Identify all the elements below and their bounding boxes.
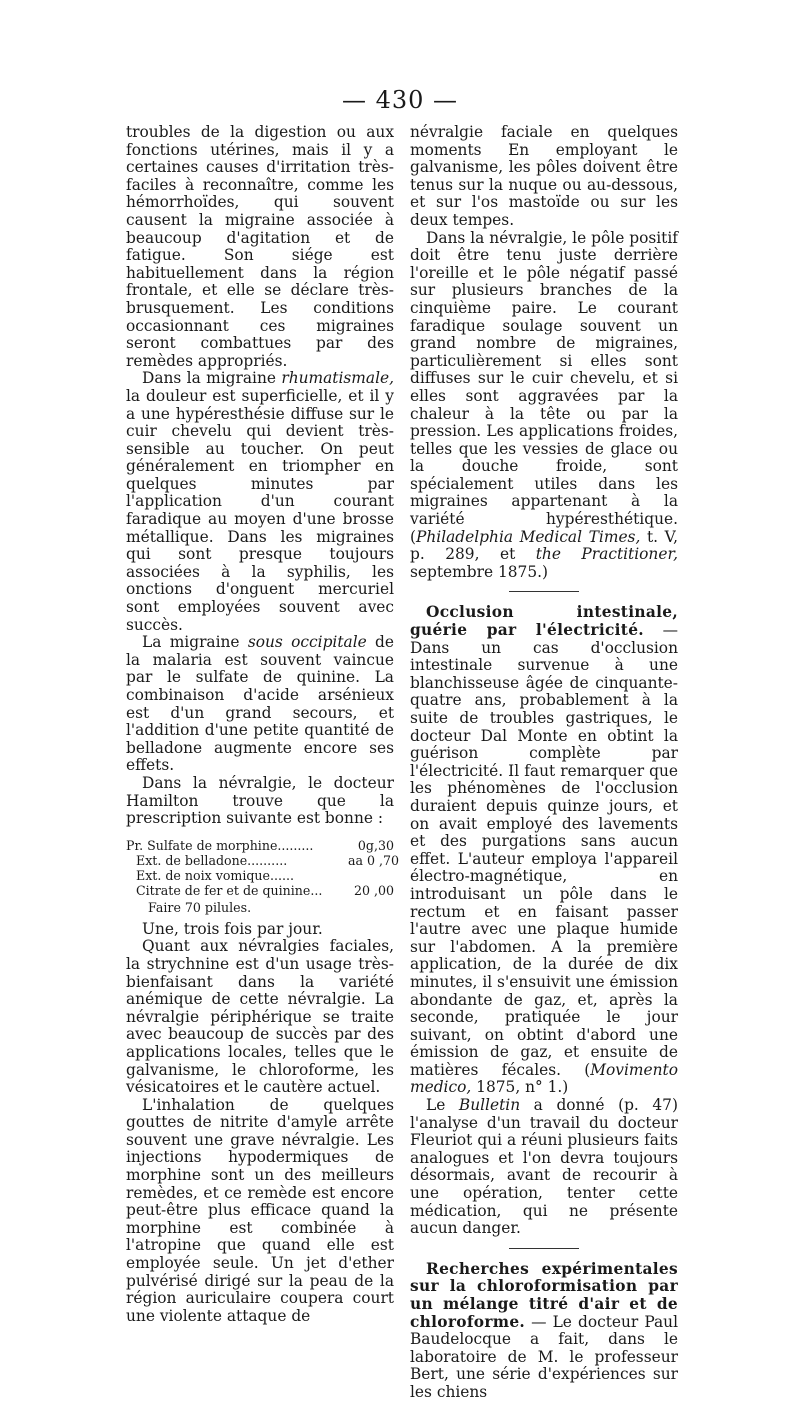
text-run: — Le docteur Paul Baudelocque a fait, dans le laboratoire de M. le professeur Bert, une série d'expériences sur les chiens	[410, 1312, 678, 1401]
italic-source: the Practitioner,	[535, 545, 678, 564]
paragraph: troubles de la digestion ou aux fonctions utérines, mais il y a certaines causes d'irritation très-faciles à reconnaître, comme les hémorrhoïdes, qui souvent causent la migraine associée à beaucoup d'agitation et de fatigue. Son siége est habituellement dans la région frontale, et elle se déclare très-brusquement. Les conditions occasionnant ces migraines seront combattues par des remèdes appropriés.	[126, 123, 394, 370]
text-run: t. V, p. 289, et	[410, 527, 678, 564]
formula-ingredient: Pr. Sulfate de morphine.........	[126, 837, 314, 853]
formula-dose: 0g,30	[357, 837, 394, 853]
formula-row	[126, 852, 400, 868]
text-run: de la malaria est souvent vaincue par le sulfate de quinine. La combinaison d'acide arsénieux est d'un grand secours, et l'addition d'une petite quantité de belladone augmente encore ses effets.	[126, 633, 394, 775]
paragraph	[126, 634, 394, 775]
text-run: 1875, n° 1.)	[471, 1078, 569, 1097]
text-run: la douleur est superficielle, et il y a une hypéresthésie diffuse sur le cuir chevelu qui devient très-sensible au toucher. On peut généralement en triompher en quelques minutes par l'application d'un courant faradique au moyen d'une brosse métallique. Dans les migraines qui sont presque toujours associées à la syphilis, les onctions d'onguent mercuriel sont employées souvent avec succès.	[126, 386, 394, 634]
text-run: — Dans un cas d'occlusion intestinale survenue à une blanchisseuse âgée de cinquante-quatre ans, probablement à la suite de troubles gastriques, le docteur Dal Monte en obtint la guérison complète par l'électricité. Il faut remarquer que les phénomènes de l'occlusion duraient depuis quinze jours, et on avait employé des lavements et des purgations sans aucun effet. L'auteur employa l'appareil électro-magnétique, en introduisant un pôle dans le rectum et en faisant passer l'autre avec une plaque humide sur l'abdomen. A la première application, de la durée de dix minutes, il s'ensuivit une émission abondante de gaz, et, après la seconde, pratiquée le jour suivant, on obtint d'abord une émission de gaz, et ensuite de matières fécales. (	[410, 621, 678, 1079]
page-number: — 430 —	[341, 86, 459, 114]
formula-dose: aa 0 ,70	[348, 852, 400, 868]
formula-dose: 20 ,00	[353, 882, 394, 898]
paragraph	[410, 1097, 678, 1238]
left-column	[126, 123, 400, 1325]
prescription-formula	[126, 837, 400, 915]
article-chloroform	[410, 1261, 678, 1402]
text-run: Dans la névralgie, le pôle positif doit être tenu juste derrière l'oreille et le pôle négatif passé sur plusieurs branches de la cinquième paire. Le courant faradique soulage souvent un grand nombre de migraines, particulièrement si elles sont diffuses sur le cuir chevelu, et si elles sont aggravées par la chaleur à la tête ou par la pression. Les applications froides, telles que les vessies de glace ou la douche froide, sont spécialement utiles dans les migraines appartenant à la variété hypéresthétique. (	[410, 228, 678, 546]
paragraph: Dans la névralgie, le docteur Hamilton trouve que la prescription suivante est bonne :	[126, 773, 394, 828]
text-run: a donné (p. 47) l'analyse d'un travail du docteur Fleuriot qui a réuni plusieurs faits analogues et l'on devra toujours désormais, avant de recourir à une opération, tenter cette médication, qui ne présente aucun danger.	[410, 1096, 678, 1238]
paragraph: Quant aux névralgies faciales, la strychnine est d'un usage très-bienfaisant dans la variété anémique de cette névralgie. La névralgie périphérique se traite avec beaucoup de succès par des applications locales, telles que le galvanisme, le chloroforme, les vésicatoires et le cautère actuel.	[126, 937, 394, 1097]
paragraph: L'inhalation de quelques gouttes de nitrite d'amyle arrête souvent une grave névralgie. Les injections hypodermiques de morphine sont un des meilleurs remèdes, et ce remède est encore peut-être plus efficace quand la morphine est combinée à l'atropine que quand elle est employée seule. Un jet d'ether pulvérisé dirigé sur la peau de la région auriculaire coupera court une violente attaque de	[126, 1095, 394, 1325]
paragraph: Une, trois fois par jour.	[142, 919, 323, 938]
italic-source: Bulletin	[458, 1096, 521, 1115]
article-occlusion	[410, 604, 678, 1097]
text-run: Dans la migraine	[142, 369, 282, 388]
formula-row	[126, 883, 394, 898]
text-run: septembre 1875.)	[410, 562, 549, 581]
formula-ingredient: Ext. de belladone..........	[136, 852, 288, 868]
formula-ingredient: Ext. de noix vomique......	[136, 867, 295, 883]
text-run: La migraine	[142, 633, 248, 652]
article-heading: Recherches expérimentales sur la chloroformisation par un mélange titré d'air et de chloroforme.	[410, 1259, 678, 1331]
italic-source: Philadelphia Medical Times,	[416, 527, 641, 546]
article-heading: Occlusion intestinale, guérie par l'électricité.	[410, 603, 678, 640]
formula-ingredient: Citrate de fer et de quinine...	[136, 882, 323, 898]
formula-row	[126, 838, 394, 853]
text-run: Le	[426, 1096, 459, 1115]
section-divider	[509, 1248, 579, 1249]
italic-term: rhumatismale,	[281, 369, 394, 388]
paragraph	[410, 230, 678, 582]
right-column	[410, 124, 678, 1402]
formula-row	[126, 868, 394, 883]
paragraph	[126, 370, 394, 634]
italic-term: sous occipitale	[247, 633, 367, 652]
italic-source: Movimento medico,	[410, 1060, 678, 1097]
formula-note: Faire 70 pilules.	[148, 899, 252, 915]
paragraph: névralgie faciale en quelques moments En employant le galvanisme, les pôles doivent être tenus sur la nuque ou au-dessous, et sur l'os mastoïde ou sur les deux tempes.	[410, 123, 678, 229]
section-divider	[509, 591, 579, 592]
